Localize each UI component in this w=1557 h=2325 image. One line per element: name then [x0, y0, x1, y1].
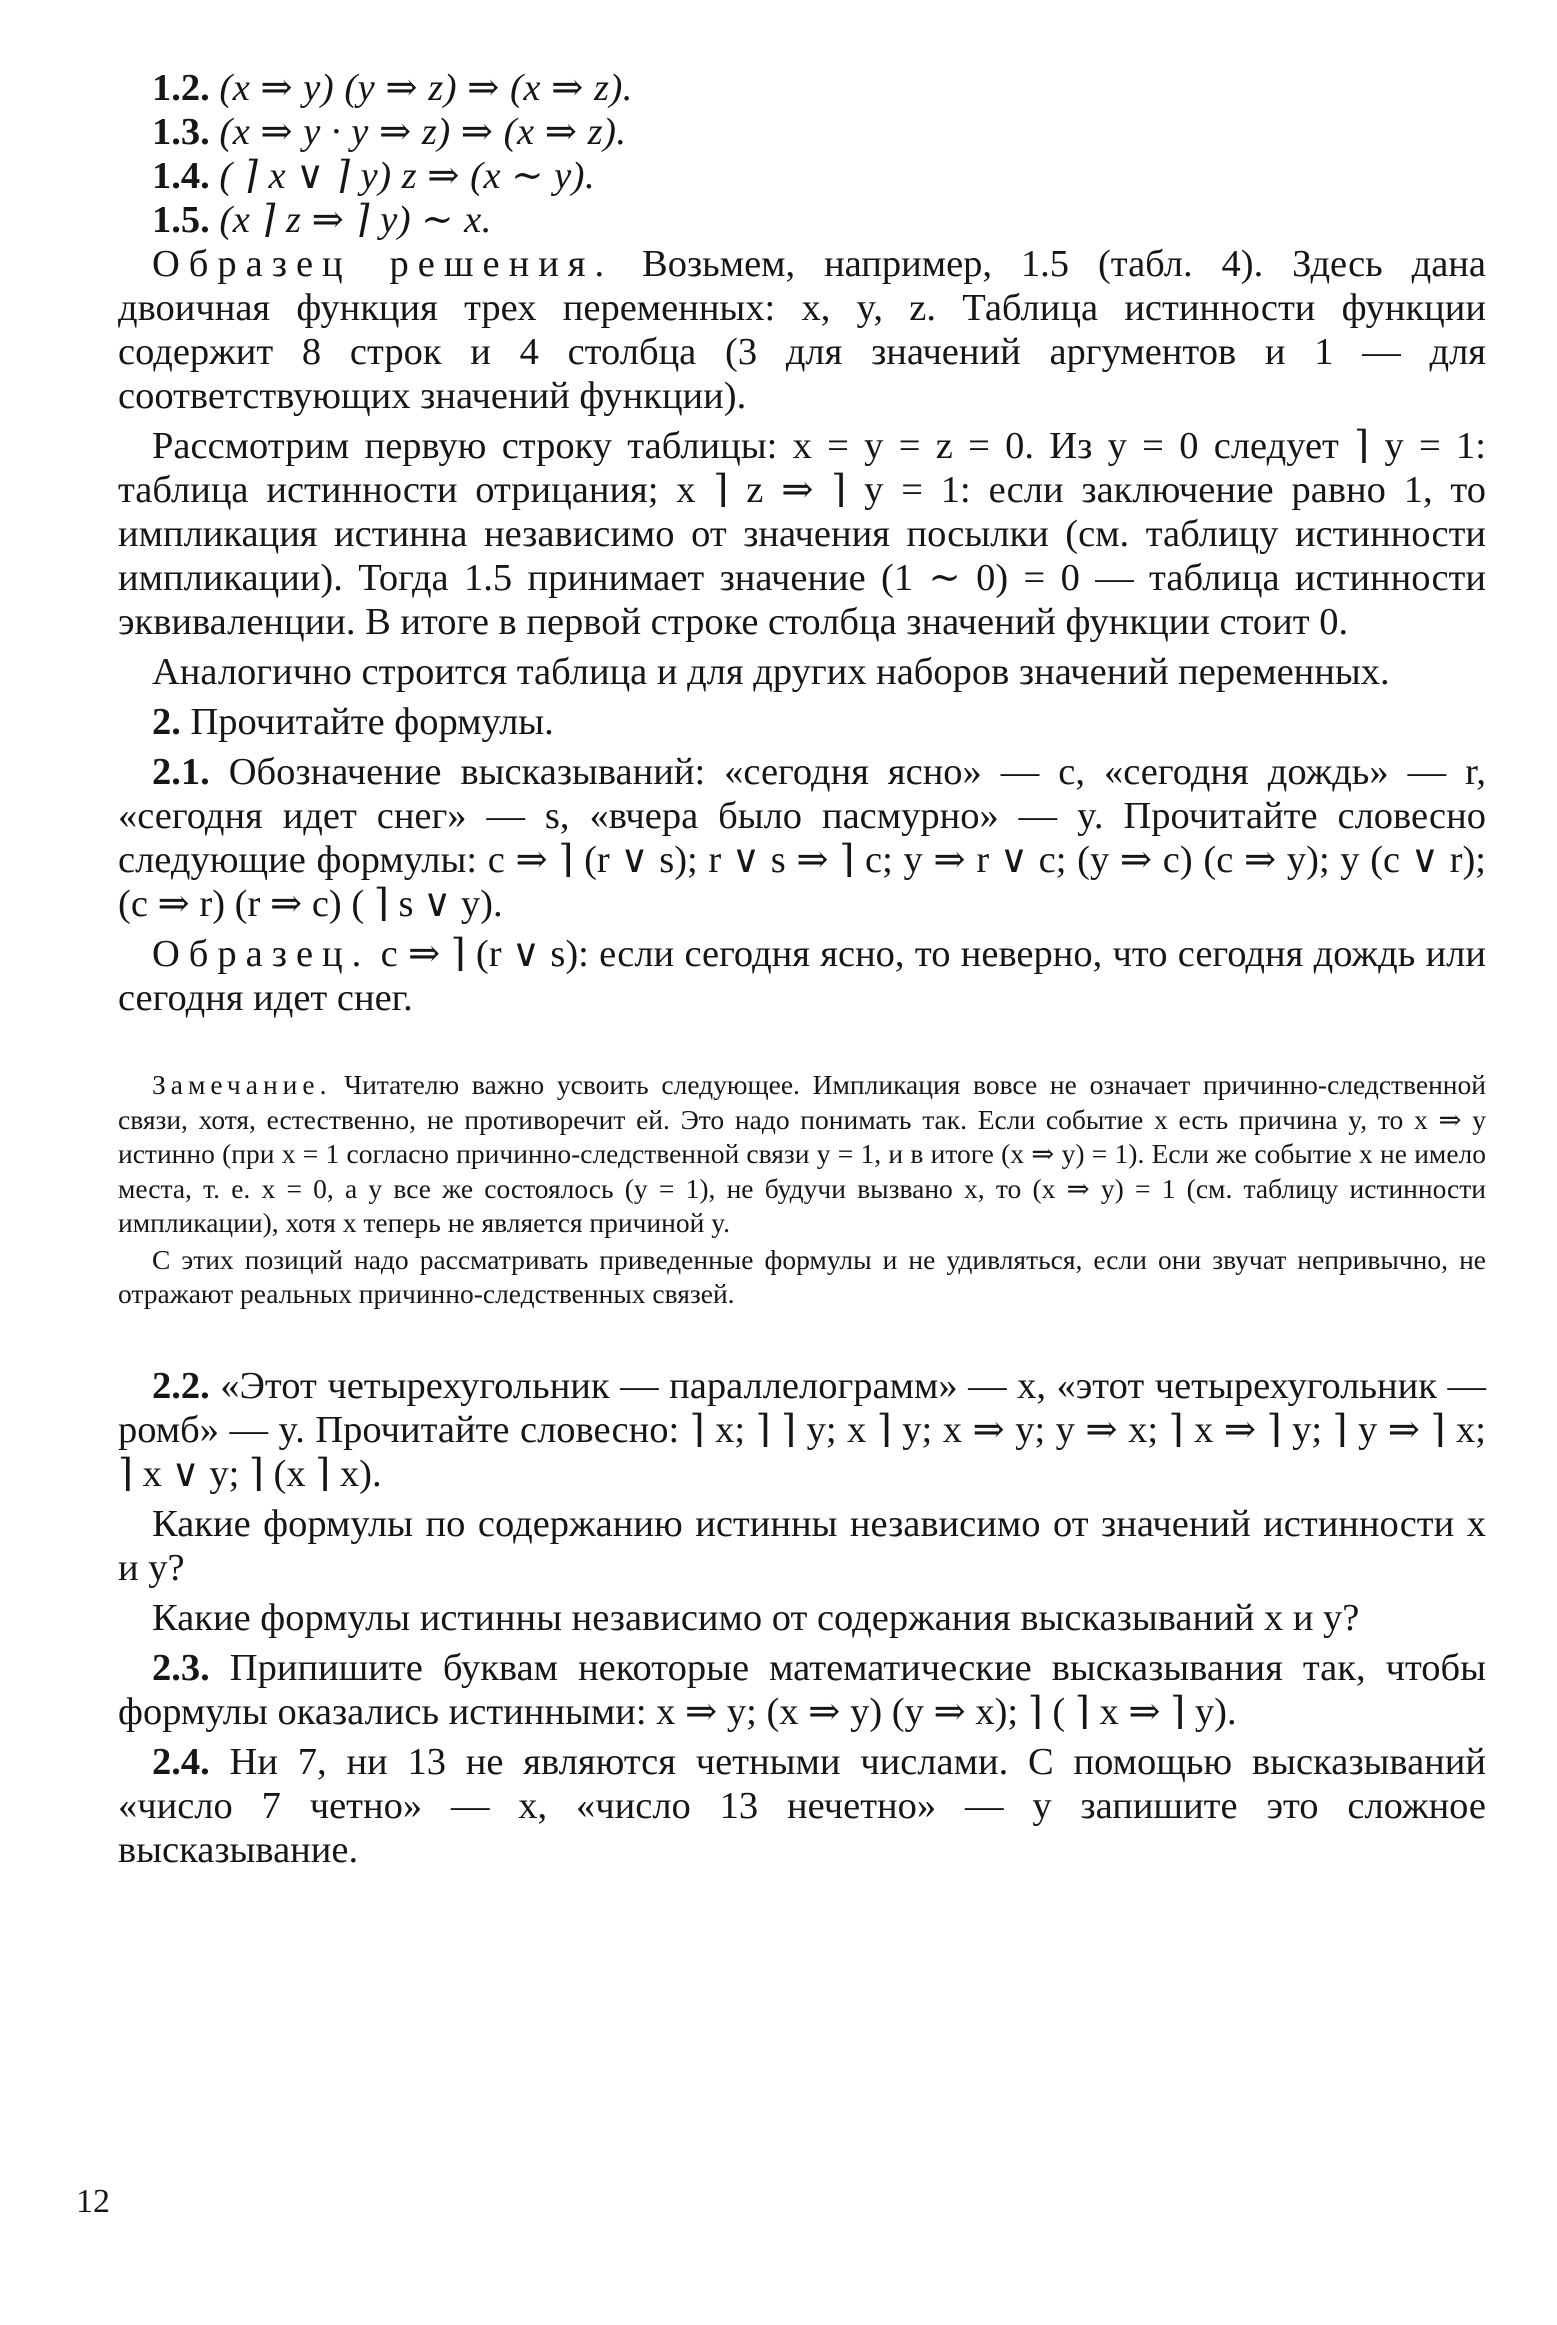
task-2-3	[118, 1646, 1486, 1734]
task-text: Прочитайте формулы.	[180, 701, 554, 743]
paragraph-text: c ⇒ ⌉ (r ∨ s): если сегодня ясно, то неверно, что сегодня дождь или сегодня идет снег.	[118, 933, 1486, 1019]
remark-text: Читателю важно усвоить следующее. Импликация вовсе не означает причинно-следственной связи, хотя, естественно, не противоречит ей. Это надо понимать так. Если событие x есть причина y, то x ⇒ y истинно (при x = 1 согласно причинно-следственной связи y = 1, и в итоге (x ⇒ y) = 1). Если же событие x не имело места, т. е. x = 0, а y все же состоялось (y = 1), не будучи вызвано x, то (x ⇒ y) = 1 (см. таблицу истинности импликации), хотя x теперь не является причиной y.	[118, 1069, 1486, 1238]
sample-label: Образец решения.	[152, 243, 614, 285]
sample-2-paragraph	[118, 932, 1486, 1020]
task-text: Обозначение высказываний: «сегодня ясно» — c, «сегодня дождь» — r, «сегодня идет снег» — s, «вчера было пасмурно» — y. Прочитайте словесно следующие формулы: c ⇒ ⌉ (r ∨ s); r ∨ s ⇒ ⌉ c; y ⇒ r ∨ c; (y ⇒ c) (c ⇒ y); y (c ∨ r); (c ⇒ r) (r ⇒ c) ( ⌉ s ∨ y).	[118, 751, 1486, 925]
question-1: Какие формулы по содержанию истинны независимо от значений истинности x и y?	[118, 1502, 1486, 1589]
task-text: Припишите буквам некоторые математические высказывания так, чтобы формулы оказались истинными: x ⇒ y; (x ⇒ y) (y ⇒ x); ⌉ ( ⌉ x ⇒ ⌉ y).	[118, 1646, 1486, 1733]
item-number: 1.4.	[152, 155, 210, 197]
sample-solution-paragraph	[118, 242, 1486, 418]
remark-label: Замечание.	[152, 1069, 332, 1100]
task-number: 2.	[152, 701, 181, 743]
task-text: «Этот четырехугольник — параллелограмм» — x, «этот четырехугольник — ромб» — y. Прочитайте словесно: ⌉ x; ⌉ ⌉ y; x ⌉ y; x ⇒ y; y ⇒ x; ⌉ x ⇒ ⌉ y; ⌉ y ⇒ ⌉ x; ⌉ x ∨ y; ⌉ (x ⌉ x).	[118, 1364, 1486, 1495]
sample-label: Образец.	[152, 933, 371, 975]
formula-line	[118, 198, 1486, 242]
similar-paragraph: Аналогично строится таблица и для других наборов значений переменных.	[152, 651, 1390, 693]
formula-line	[118, 66, 1486, 110]
task-text: Ни 7, ни 13 не являются четными числами. С помощью высказываний «число 7 четно» — x, «число 13 нечетно» — y запишите это сложное высказывание.	[118, 1740, 1486, 1871]
formula-line	[118, 110, 1486, 154]
task-number: 2.1.	[152, 751, 210, 793]
formula: (x ⇒ y · y ⇒ z) ⇒ (x ⇒ z).	[219, 111, 627, 153]
task-2	[118, 700, 1486, 744]
question-2: Какие формулы истинны независимо от содержания высказываний x и y?	[152, 1596, 1360, 1639]
task-2-2	[118, 1364, 1486, 1496]
page-body	[118, 66, 1486, 1872]
formula: (x ⌉ z ⇒ ⌉ y) ∼ x.	[219, 199, 492, 241]
formula: ( ⌉ x ∨ ⌉ y) z ⇒ (x ∼ y).	[219, 155, 596, 197]
formula-line	[118, 154, 1486, 198]
first-row-paragraph: Рассмотрим первую строку таблицы: x = y = z = 0. Из y = 0 следует ⌉ y = 1: таблица истинности отрицания; x ⌉ z ⇒ ⌉ y = 1: если заключение равно 1, то импликация истинна независимо от значения посылки (см. таблицу истинности импликации). Тогда 1.5 принимает значение (1 ∼ 0) = 0 — таблица истинности эквиваленции. В итоге в первой строке столбца значений функции стоит 0.	[118, 425, 1486, 643]
task-number: 2.2.	[152, 1364, 210, 1407]
formula: (x ⇒ y) (y ⇒ z) ⇒ (x ⇒ z).	[219, 67, 633, 109]
page-number: 12	[76, 2183, 110, 2220]
item-number: 1.5.	[152, 199, 210, 241]
remark-paragraph	[118, 1068, 1486, 1241]
task-number: 2.3.	[152, 1646, 210, 1689]
remark-block	[118, 1068, 1486, 1312]
remark-paragraph: С этих позиций надо рассматривать приведенные формулы и не удивляться, если они звучат непривычно, не отражают реальных причинно-следственных связей.	[118, 1243, 1486, 1309]
task-2-4	[118, 1740, 1486, 1872]
item-number: 1.2.	[152, 67, 210, 109]
item-number: 1.3.	[152, 111, 210, 153]
task-number: 2.4.	[152, 1740, 210, 1783]
task-2-1	[118, 750, 1486, 926]
paragraph-text: Возьмем, например, 1.5 (табл. 4). Здесь дана двоичная функция трех переменных: x, y, z. Таблица истинности функции содержит 8 строк и 4 столбца (3 для значений аргументов и 1 — для соответствующих значений функции).	[118, 243, 1486, 417]
